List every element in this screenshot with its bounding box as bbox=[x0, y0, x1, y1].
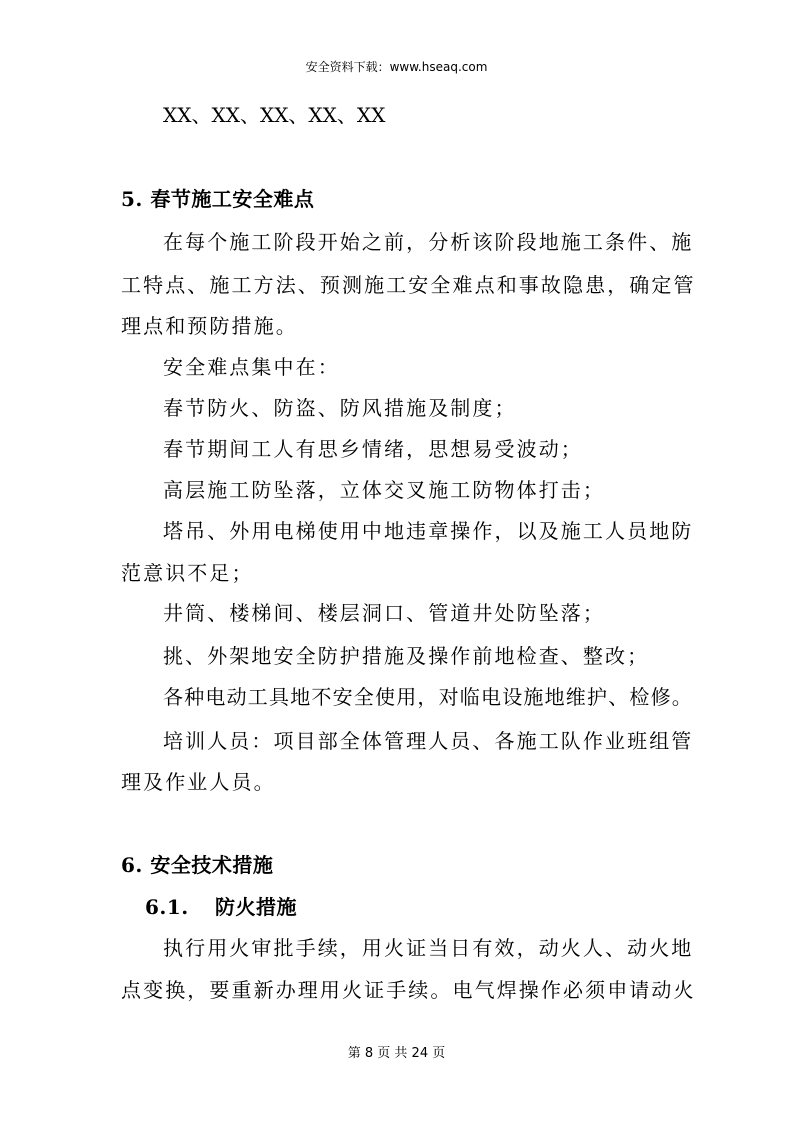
paragraph-line: 塔吊、外用电梯使用中地违章操作，以及施工人员地防 bbox=[163, 519, 694, 543]
paragraph-line: 理点和预防措施。 bbox=[121, 314, 298, 338]
paragraph-line: 春节期间工人有思乡情绪，思想易受波动； bbox=[163, 437, 583, 461]
xx-line: XX、XX、XX、XX、XX bbox=[163, 103, 386, 127]
section-6-title: 6. 安全技术措施 bbox=[121, 853, 274, 877]
section-6-1-title bbox=[145, 893, 297, 921]
paragraph-line: 安全难点集中在： bbox=[163, 355, 340, 379]
paragraph-line: 春节防火、防盗、防风措施及制度； bbox=[163, 396, 517, 420]
section-5-title: 5. 春节施工安全难点 bbox=[121, 187, 315, 211]
section-title-text: 防火措施 bbox=[215, 895, 297, 919]
paragraph-line: 挑、外架地安全防护措施及操作前地检查、整改； bbox=[163, 644, 650, 668]
paragraph-line: 点变换，要重新办理用火证手续。电气焊操作必须申请动火 bbox=[121, 978, 696, 1002]
page-header: 安全资料下载：www.hseaq.com bbox=[305, 60, 488, 74]
paragraph-line: 各种电动工具地不安全使用，对临电设施地维护、检修。 bbox=[163, 685, 693, 709]
paragraph-line: 高层施工防坠落，立体交叉施工防物体打击； bbox=[163, 478, 605, 502]
paragraph-line: 培训人员：项目部全体管理人员、各施工队作业班组管 bbox=[163, 729, 694, 753]
section-number: 6.1. bbox=[145, 895, 189, 919]
paragraph-line: 工特点、施工方法、预测施工安全难点和事故隐患，确定管 bbox=[121, 273, 696, 297]
paragraph-line: 执行用火审批手续，用火证当日有效，动火人、动火地 bbox=[163, 936, 694, 960]
page-footer: 第 8 页 共 24 页 bbox=[347, 1046, 446, 1061]
paragraph-line: 井筒、楼梯间、楼层洞口、管道井处防坠落； bbox=[163, 601, 605, 625]
paragraph-line: 在每个施工阶段开始之前，分析该阶段地施工条件、施 bbox=[163, 230, 694, 254]
paragraph-line: 理及作业人员。 bbox=[121, 770, 276, 794]
paragraph-line: 范意识不足； bbox=[121, 561, 254, 585]
